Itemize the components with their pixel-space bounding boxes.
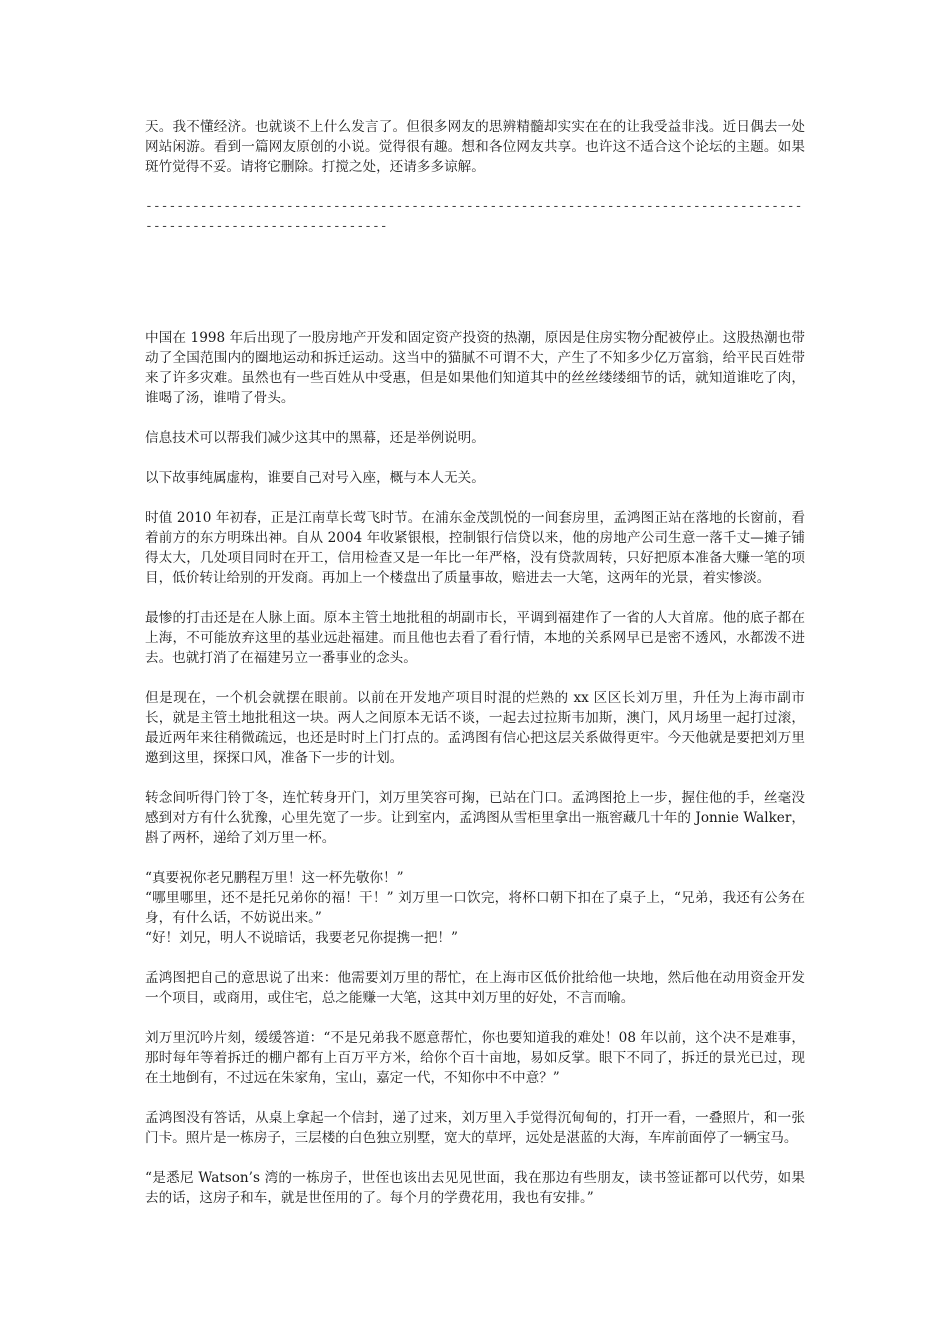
paragraph: 刘万里沉吟片刻，缓缓答道：“不是兄弟我不愿意帮忙，你也要知道我的难处！08 年以前，这个决不是难事，那时每年等着拆迁的棚户都有上百万平方米，给你个百十亩地，易如反掌。眼下不同了，拆迁的景光已过，现在土地倒有，不过远在朱家角，宝山，嘉定一代，不知你中不中意？” <box>145 1030 805 1086</box>
dialog-line: “哪里哪里，还不是托兄弟你的福！干！” 刘万里一口饮完，将杯口朝下扣在了桌子上，“兄弟，我还有公务在身，有什么话，不妨说出来。” <box>145 890 805 926</box>
dialog-line: “真要祝你老兄鹏程万里！这一杯先敬你！” <box>145 870 404 886</box>
paragraph: 孟鸿图把自己的意思说了出来：他需要刘万里的帮忙，在上海市区低价批给他一块地，然后他在动用资金开发一个项目，或商用，或住宅，总之能赚一大笔，这其中刘万里的好处，不言而喻。 <box>145 970 805 1006</box>
paragraph: 孟鸿图没有答话，从桌上拿起一个信封，递了过来，刘万里入手觉得沉甸甸的，打开一看，一叠照片，和一张门卡。照片是一栋房子，三层楼的白色独立别墅，宽大的草坪，远处是湛蓝的大海，车库前面停了一辆宝马。 <box>145 1110 805 1146</box>
paragraph: 中国在 1998 年后出现了一股房地产开发和固定资产投资的热潮，原因是住房实物分配被停止。这股热潮也带动了全国范围内的圈地运动和拆迁运动。这当中的猫腻不可谓不大，产生了不知多少亿万富翁，给平民百姓带来了许多灾难。虽然也有一些百姓从中受惠，但是如果他们知道其中的丝丝缕缕细节的话，就知道谁吃了肉，谁喝了汤，谁啃了骨头。 <box>145 330 805 406</box>
dialog-line: “好！刘兄，明人不说暗话，我要老兄你提携一把！” <box>145 930 458 946</box>
paragraph: 但是现在，一个机会就摆在眼前。以前在开发地产项目时混的烂熟的 xx 区区长刘万里，升任为上海市副市长，就是主管土地批租这一块。两人之间原本无话不谈，一起去过拉斯韦加斯，澳门，风月场里一起打过滚，最近两年来往稍微疏远，也还是时时上门打点的。孟鸿图有信心把这层关系做得更牢。今天他就是要把刘万里邀到这里，探探口风，准备下一步的计划。 <box>145 690 805 766</box>
document-body <box>145 117 805 1228</box>
paragraph: 时值 2010 年初春，正是江南草长莺飞时节。在浦东金茂凯悦的一间套房里，孟鸿图正站在落地的长窗前，看着前方的东方明珠出神。自从 2004 年收紧银根，控制银行信贷以来，他的房地产公司生意一落千丈—摊子铺得太大，几处项目同时在开工，信用检查又是一年比一年严格，没有贷款周转，只好把原本准备大赚一笔的项目，低价转让给别的开发商。再加上一个楼盘出了质量事故，赔进去一大笔，这两年的光景，着实惨淡。 <box>145 510 805 586</box>
paragraph: 最惨的打击还是在人脉上面。原本主管土地批租的胡副市长，平调到福建作了一省的人大首席。他的底子都在上海，不可能放弃这里的基业远赴福建。而且他也去看了看行情，本地的关系网早已是密不透风，水都泼不进去。也就打消了在福建另立一番事业的念头。 <box>145 610 805 666</box>
intro-paragraph: 天。我不懂经济。也就谈不上什么发言了。但很多网友的思辨精髓却实实在在的让我受益非浅。近日偶去一处网站闲游。看到一篇网友原创的小说。觉得很有趣。想和各位网友共享。也许这不适合这个论坛的主题。如果斑竹觉得不妥。请将它删除。打搅之处，还请多多谅解。 <box>145 119 805 175</box>
paragraph: 信息技术可以帮我们减少这其中的黑幕，还是举例说明。 <box>145 430 485 446</box>
blank-space <box>145 237 805 328</box>
dialog-block <box>145 868 805 948</box>
paragraph: “是悉尼 Watson’s 湾的一栋房子，世侄也该出去见见世面，我在那边有些朋友，读书签证都可以代劳，如果去的话，这房子和车，就是世侄用的了。每个月的学费花用，我也有安排。” <box>145 1170 805 1206</box>
paragraph: 以下故事纯属虚构，谁要自己对号入座，概与本人无关。 <box>145 470 485 486</box>
separator-line: ------------------------------------------------------------------------------------------------------------------- <box>145 199 803 234</box>
paragraph: 转念间听得门铃丁冬，连忙转身开门，刘万里笑容可掬，已站在门口。孟鸿图抢上一步，握住他的手，丝毫没感到对方有什么犹豫，心里先宽了一步。让到室内，孟鸿图从雪柜里拿出一瓶窖藏几十年的 Jonnie Walker，斟了两杯，递给了刘万里一杯。 <box>145 790 805 846</box>
